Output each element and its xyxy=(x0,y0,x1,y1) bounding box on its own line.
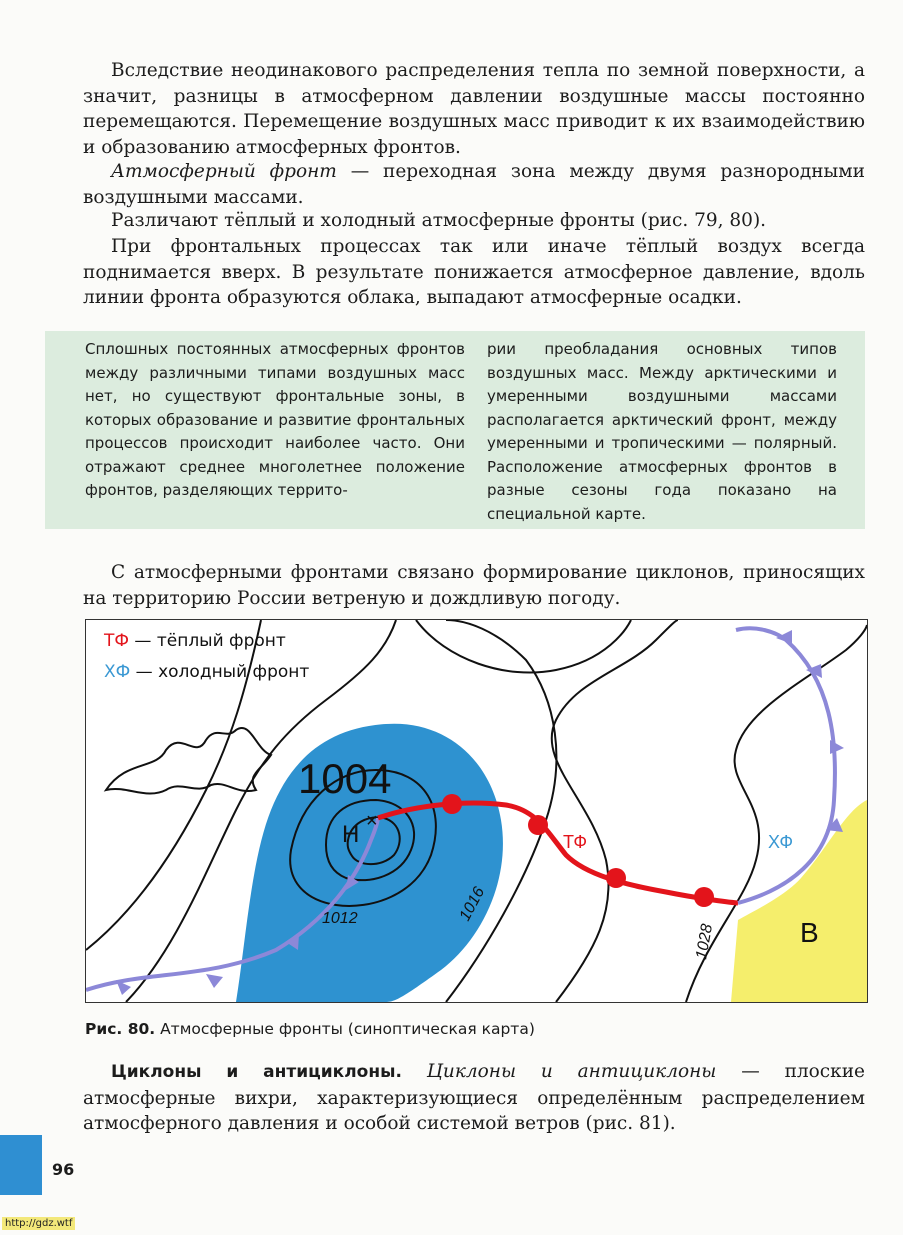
isobar-label-1016: 1016 xyxy=(456,884,489,924)
info-box-column-2: рии преобладания основных типов воздушных масс. Между арктическими и умеренными воздушными массами располагается арктический фронт, между умеренными и тропическими — полярный. Расположение атмосферных фронтов в разные сезоны года показано на специальной карте. xyxy=(487,340,837,523)
map-legend xyxy=(104,630,309,692)
isobar-label-1028: 1028 xyxy=(693,922,717,961)
page-number: 96 xyxy=(52,1160,75,1179)
coastline xyxy=(106,728,271,794)
legend-cold-front: ХФ — холодный фронт xyxy=(104,662,310,682)
term-atmospheric-front: Атмосферный фронт xyxy=(111,161,337,182)
isobar-north xyxy=(416,620,631,673)
info-box xyxy=(45,331,865,529)
watermark: http://gdz.wtf xyxy=(2,1217,75,1230)
low-pressure-value: 1004 xyxy=(298,755,392,802)
cold-front-label: ХФ xyxy=(768,832,794,852)
isobar-1028 xyxy=(552,620,678,1002)
legend-warm-front: ТФ — тёплый фронт xyxy=(104,631,286,651)
figure-label: Рис. 80. xyxy=(85,1020,156,1038)
info-box-column-1: Сплошных постоянных атмосферных фронтов между различными типами воздушных масс нет, но существуют фронтальные зоны, в которых образование и развитие фронтальных процессов происходит наиболее часто. Они отражают среднее многолетнее положение фронтов, разделяющих террито- xyxy=(85,340,465,499)
low-center-marker: Н xyxy=(342,821,360,848)
synoptic-map xyxy=(85,619,868,1003)
page-tab xyxy=(0,1135,42,1195)
section-heading: Циклоны и антициклоны. xyxy=(111,1062,402,1082)
frontal-processes-paragraph: При фронтальных процессах так или иначе тёплый воздух всегда поднимается вверх. В результате понижается атмосферное давление, вдоль линии фронта образуются облака, выпадают атмосферные осадки. xyxy=(83,236,865,308)
definition-paragraph: Атмосферный фронт — переходная зона между двумя разнородными воздушными массами. xyxy=(83,161,865,208)
low-center-cross-icon: × xyxy=(366,810,378,832)
warm-front-label: ТФ xyxy=(563,832,588,852)
intro-paragraph: Вследствие неодинакового распределения тепла по земной поверхности, а значит, разницы в атмосферном давлении воздушные массы постоянно перемещаются. Перемещение воздушных масс приводит к их взаимодействию и образованию атмосферных фронтов. xyxy=(83,60,865,158)
figure-caption: Рис. 80. Атмосферные фронты (синоптическая карта) xyxy=(85,1020,535,1038)
cyclone-formation-paragraph: С атмосферными фронтами связано формирование циклонов, приносящих на территорию России ветреную и дождливую погоду. xyxy=(83,562,865,609)
high-center-marker: В xyxy=(800,917,819,948)
term-cyclones: Циклоны и антициклоны xyxy=(426,1061,717,1082)
isobar-label-1012: 1012 xyxy=(322,910,358,927)
fronts-types-paragraph: Различают тёплый и холодный атмосферные фронты (рис. 79, 80). xyxy=(111,210,767,231)
cyclones-section-paragraph: Циклоны и антициклоны. Циклоны и антициклоны — плоские атмосферные вихри, характеризующиеся определённым распределением атмосферного давления и особой системой ветров (рис. 81). xyxy=(83,1061,866,1134)
